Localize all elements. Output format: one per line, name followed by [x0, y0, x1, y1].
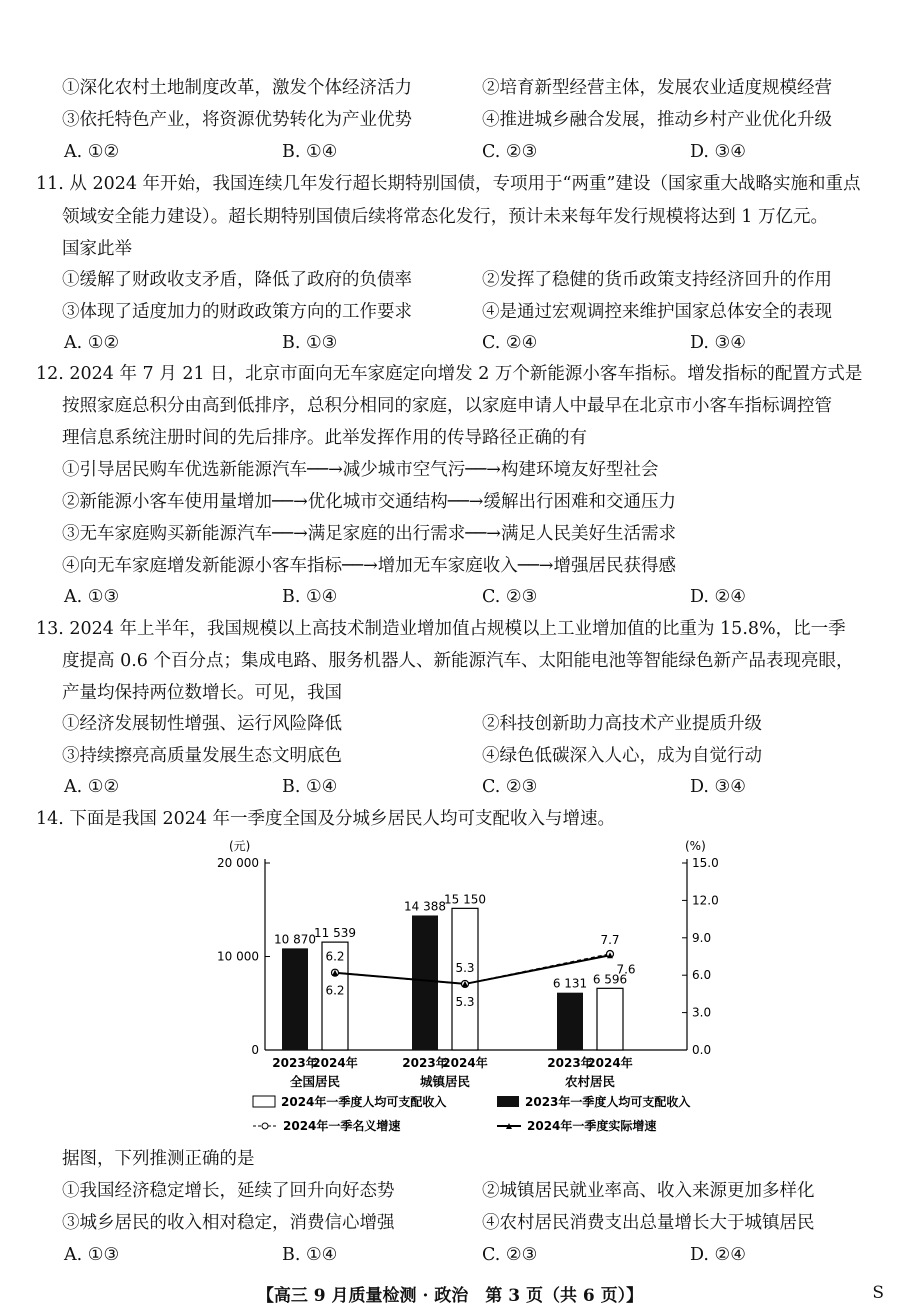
x-year-label: 2024年: [587, 1056, 633, 1070]
right-tick-label: 15.0: [692, 856, 719, 870]
bar-2023-label: 14 388: [404, 899, 446, 914]
bar-2023: [412, 915, 438, 1050]
q14-answer-d: D. ②④: [690, 1245, 746, 1265]
right-tick-label: 0.0: [692, 1043, 712, 1057]
q13-answer-c: C. ②③: [482, 777, 538, 797]
bar-2023-label: 6 131: [552, 976, 588, 991]
q13-answer-a: A. ①②: [64, 777, 120, 797]
q12-stem-2: 按照家庭总积分由高到低排序，总积分相同的家庭，以家庭申请人中最早在北京市小客车指标调控管: [62, 396, 832, 416]
q14-option-2: ②城镇居民就业率高、收入来源更加多样化: [482, 1181, 815, 1201]
legend-2024-swatch: [253, 1096, 275, 1107]
q12-answer-c: C. ②③: [482, 587, 538, 607]
q11-option-1: ①缓解了财政收支矛盾，降低了政府的负债率: [62, 270, 412, 290]
legend-real-label: 2024年一季度实际增速: [527, 1119, 657, 1133]
q13-answer-b: B. ①④: [282, 777, 338, 797]
income-chart-svg: [205, 836, 725, 1148]
left-unit-label: (元): [229, 839, 251, 853]
real-growth-label: 6.2: [325, 983, 345, 998]
bar-2024-label: 6 596: [592, 972, 628, 987]
q13-option-4: ④绿色低碳深入人心，成为自觉行动: [482, 746, 762, 766]
q13-option-2: ②科技创新助力高技术产业提质升级: [482, 714, 762, 734]
q14-answer-a: A. ①③: [64, 1245, 120, 1265]
q10-option-4: ④推进城乡融合发展，推动乡村产业优化升级: [482, 110, 832, 130]
q13-stem-3: 产量均保持两位数增长。可见，我国: [62, 683, 342, 703]
legend-nominal-marker: [262, 1123, 268, 1129]
q14-prompt: 据图，下列推测正确的是: [62, 1149, 255, 1169]
legend-2023-label: 2023年一季度人均可支配收入: [525, 1095, 691, 1109]
q10-option-2: ②培育新型经营主体，发展农业适度规模经营: [482, 78, 832, 98]
q13-answer-d: D. ③④: [690, 777, 746, 797]
q10-answer-a: A. ①②: [64, 142, 120, 162]
q14-answer-c: C. ②③: [482, 1245, 538, 1265]
q14-answer-b: B. ①④: [282, 1245, 338, 1265]
bar-2023: [557, 993, 583, 1050]
q12-answer-d: D. ②④: [690, 587, 746, 607]
q10-answer-b: B. ①④: [282, 142, 338, 162]
x-year-label: 2023年: [547, 1056, 593, 1070]
left-tick-label: 0: [251, 1043, 259, 1057]
left-tick-label: 20 000: [217, 856, 259, 870]
q14-option-1: ①我国经济稳定增长，延续了回升向好态势: [62, 1181, 395, 1201]
bar-2024-label: 15 150: [444, 892, 486, 907]
nominal-growth-label: 7.7: [600, 933, 620, 948]
q11-answer-d: D. ③④: [690, 333, 746, 353]
real-growth-label: 5.3: [455, 994, 475, 1009]
chart-svg: [205, 836, 725, 1148]
bar-2024-label: 11 539: [314, 926, 356, 941]
bar-2023-label: 10 870: [274, 932, 316, 947]
q12-path-2: ②新能源小客车使用量增加──→优化城市交通结构──→缓解出行困难和交通压力: [62, 492, 676, 512]
q12-stem-3: 理信息系统注册时间的先后排序。此举发挥作用的传导路径正确的有: [62, 428, 587, 448]
q10-option-1: ①深化农村土地制度改革，激发个体经济活力: [62, 78, 412, 98]
q11-answer-b: B. ①③: [282, 333, 338, 353]
q10-answer-c: C. ②③: [482, 142, 538, 162]
q13-option-1: ①经济发展韧性增强、运行风险降低: [62, 714, 342, 734]
right-tick-label: 12.0: [692, 893, 719, 908]
q12-stem-1: 12. 2024 年 7 月 21 日，北京市面向无车家庭定向增发 2 万个新能源小客车指标。增发指标的配置方式是: [36, 364, 863, 384]
income-chart: [205, 836, 725, 1148]
q14-stem: 14. 下面是我国 2024 年一季度全国及分城乡居民人均可支配收入与增速。: [36, 809, 616, 829]
q11-option-3: ③体现了适度加力的财政政策方向的工作要求: [62, 302, 412, 322]
q12-answer-a: A. ①③: [64, 587, 120, 607]
q10-answer-d: D. ③④: [690, 142, 746, 162]
q13-stem-1: 13. 2024 年上半年，我国规模以上高技术制造业增加值占规模以上工业增加值的比重为 15.8%，比一季: [36, 619, 846, 639]
q14-option-4: ④农村居民消费支出总量增长大于城镇居民: [482, 1213, 815, 1233]
right-tick-label: 3.0: [692, 1005, 712, 1020]
page-footer: 【高三 9 月质量检测 · 政治 第 3 页（共 6 页）】: [256, 1286, 644, 1306]
left-tick-label: 10 000: [217, 949, 259, 964]
x-group-label: 城镇居民: [419, 1074, 471, 1089]
legend-2024-label: 2024年一季度人均可支配收入: [281, 1095, 447, 1109]
q11-stem-1: 11. 从 2024 年开始，我国连续几年发行超长期特别国债，专项用于“两重”建设（国家重大战略实施和重点: [36, 174, 861, 194]
q12-path-1: ①引导居民购车优选新能源汽车──→减少城市空气污──→构建环境友好型社会: [62, 460, 659, 480]
q11-option-4: ④是通过宏观调控来维护国家总体安全的表现: [482, 302, 832, 322]
bar-2024: [597, 988, 623, 1050]
x-year-label: 2023年: [272, 1056, 318, 1070]
x-group-label: 全国居民: [289, 1074, 341, 1089]
q11-stem-2: 领域安全能力建设）。超长期特别国债后续将常态化发行，预计未来每年发行规模将达到 1 万亿元。: [62, 207, 829, 227]
q11-answer-c: C. ②④: [482, 333, 538, 353]
nominal-growth-label: 5.3: [455, 960, 475, 975]
right-unit-label: (%): [685, 839, 706, 853]
x-year-label: 2023年: [402, 1056, 448, 1070]
page-mark: S: [872, 1283, 884, 1303]
q10-option-3: ③依托特色产业，将资源优势转化为产业优势: [62, 110, 412, 130]
q11-stem-3: 国家此举: [62, 239, 132, 259]
q12-path-3: ③无车家庭购买新能源汽车──→满足家庭的出行需求──→满足人民美好生活需求: [62, 524, 676, 544]
real-growth-label: 7.6: [616, 962, 636, 977]
q12-answer-b: B. ①④: [282, 587, 338, 607]
bar-2024: [452, 908, 478, 1050]
nominal-growth-label: 6.2: [325, 949, 345, 964]
right-tick-label: 6.0: [692, 968, 712, 983]
q12-path-4: ④向无车家庭增发新能源小客车指标──→增加无车家庭收入──→增强居民获得感: [62, 556, 676, 576]
q11-option-2: ②发挥了稳健的货币政策支持经济回升的作用: [482, 270, 832, 290]
q13-option-3: ③持续擦亮高质量发展生态文明底色: [62, 746, 342, 766]
x-year-label: 2024年: [312, 1056, 358, 1070]
legend-2023-swatch: [497, 1096, 519, 1107]
x-year-label: 2024年: [442, 1056, 488, 1070]
q13-stem-2: 度提高 0.6 个百分点；集成电路、服务机器人、新能源汽车、太阳能电池等智能绿色新产品表现亮眼，: [62, 651, 854, 671]
bar-2023: [282, 948, 308, 1050]
right-tick-label: 9.0: [692, 930, 712, 945]
q14-option-3: ③城乡居民的收入相对稳定，消费信心增强: [62, 1213, 395, 1233]
q11-answer-a: A. ①②: [64, 333, 120, 353]
x-group-label: 农村居民: [564, 1074, 616, 1089]
legend-nominal-label: 2024年一季名义增速: [283, 1119, 401, 1133]
